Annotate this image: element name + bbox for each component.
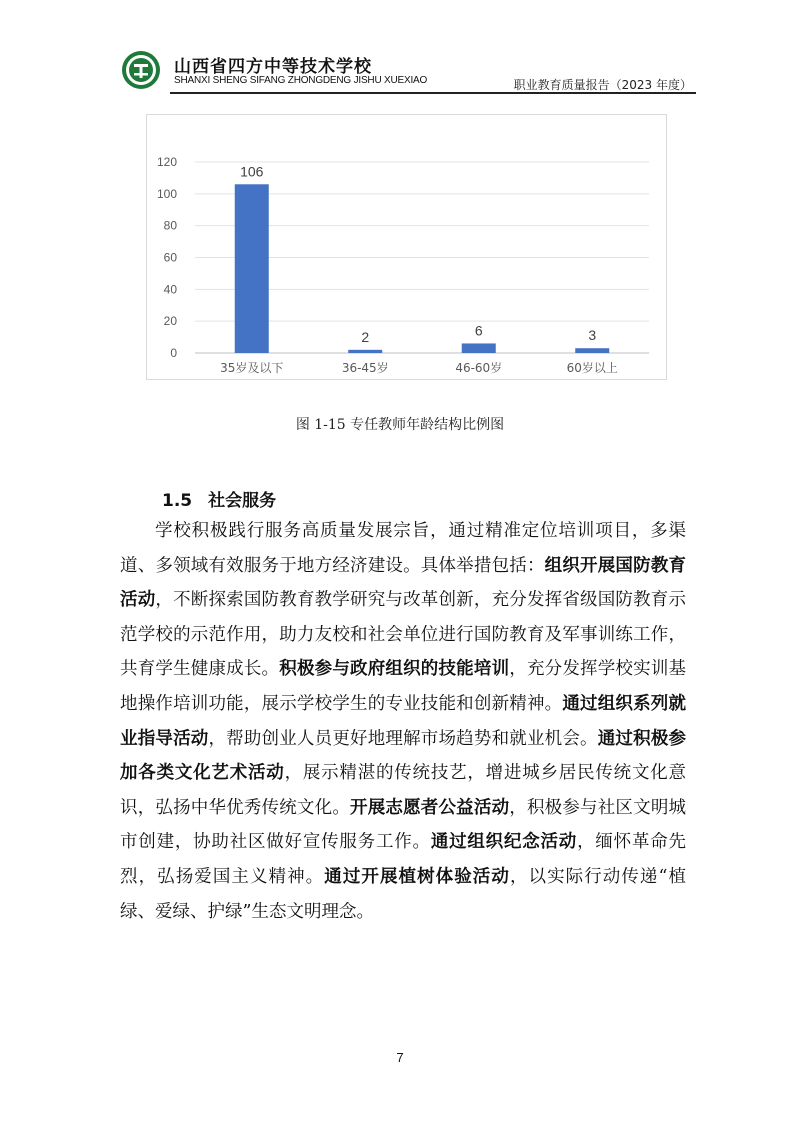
paragraph-text: 学校积极践行服务高质量发展宗旨，通过精准定位培训项目，多渠道、多领域有效服务于地方经济建设。具体举措包括： — [120, 521, 686, 576]
header-divider — [170, 92, 696, 94]
paragraph-text: ，缅怀革命先烈，弘扬爱国主义精神。 — [120, 832, 687, 887]
bar — [575, 348, 609, 353]
highlight-text: 通过组织纪念活动 — [430, 832, 578, 853]
y-tick-label: 60 — [163, 250, 177, 265]
highlight-text: 组织开展国防教育活动 — [120, 555, 687, 611]
x-tick-label: 35岁及以下 — [220, 361, 284, 375]
y-tick-label: 120 — [156, 155, 177, 169]
paragraph-text: ，充分发挥学校实训基地操作培训功能，展示学校学生的专业技能和创新精神。 — [120, 659, 687, 714]
highlight-text: 通过组织系列就业指导活动 — [120, 693, 687, 749]
y-tick-label: 20 — [163, 314, 177, 329]
section-title: 社会服务 — [208, 491, 277, 511]
page-number: 7 — [396, 1050, 404, 1065]
y-tick-label: 100 — [156, 186, 177, 201]
report-title: 职业教育质量报告（2023 年度） — [513, 78, 692, 92]
bar — [462, 343, 496, 353]
data-label: 3 — [588, 327, 597, 344]
age-structure-chart — [146, 114, 667, 380]
highlight-text: 通过开展植树体验活动 — [324, 866, 510, 887]
x-tick-label: 46-60岁 — [455, 361, 503, 375]
x-tick-label: 36-45岁 — [341, 361, 389, 375]
paragraph-text: ，展示精湛的传统技艺，增进城乡居民传统文化意识，弘扬中华优秀传统文化。 — [120, 763, 687, 818]
y-tick-label: 0 — [170, 346, 177, 360]
highlight-text: 通过积极参加各类文化艺术活动 — [120, 728, 687, 784]
data-label: 106 — [240, 163, 264, 180]
body-paragraph — [120, 514, 686, 929]
paragraph-text: ，帮助创业人员更好地理解市场趋势和就业机会。 — [208, 728, 598, 749]
page-header — [118, 46, 696, 94]
school-name-en: SHANXI SHENG SIFANG ZHONGDENG JISHU XUEXIAO — [174, 75, 428, 86]
highlight-text: 开展志愿者公益活动 — [350, 797, 510, 818]
data-label: 2 — [361, 328, 370, 345]
y-tick-label: 80 — [163, 218, 177, 233]
paragraph-text: ，积极参与社区文明城市创建，协助社区做好宣传服务工作。 — [120, 797, 687, 853]
x-tick-label: 60岁以上 — [566, 361, 618, 375]
paragraph-text: ，以实际行动传递“植绿、爱绿、护绿”生态文明理念。 — [120, 866, 686, 922]
school-logo-icon — [121, 50, 161, 90]
figure-caption: 图 1-15 专任教师年龄结构比例图 — [295, 417, 505, 433]
bar-chart-svg — [147, 115, 668, 381]
y-tick-label: 40 — [163, 282, 177, 297]
bar — [235, 184, 269, 353]
paragraph-text: ，不断探索国防教育教学研究与改革创新，充分发挥省级国防教育示范学校的示范作用，助力友校和社会单位进行国防教育及军事训练工作，共育学生健康成长。 — [120, 590, 687, 680]
school-name-cn: 山西省四方中等技术学校 — [174, 57, 372, 77]
data-label: 6 — [474, 322, 483, 339]
bar — [348, 350, 382, 353]
section-number: 1.5 — [162, 491, 193, 511]
section-heading — [162, 486, 276, 511]
highlight-text: 积极参与政府组织的技能培训 — [279, 659, 510, 680]
